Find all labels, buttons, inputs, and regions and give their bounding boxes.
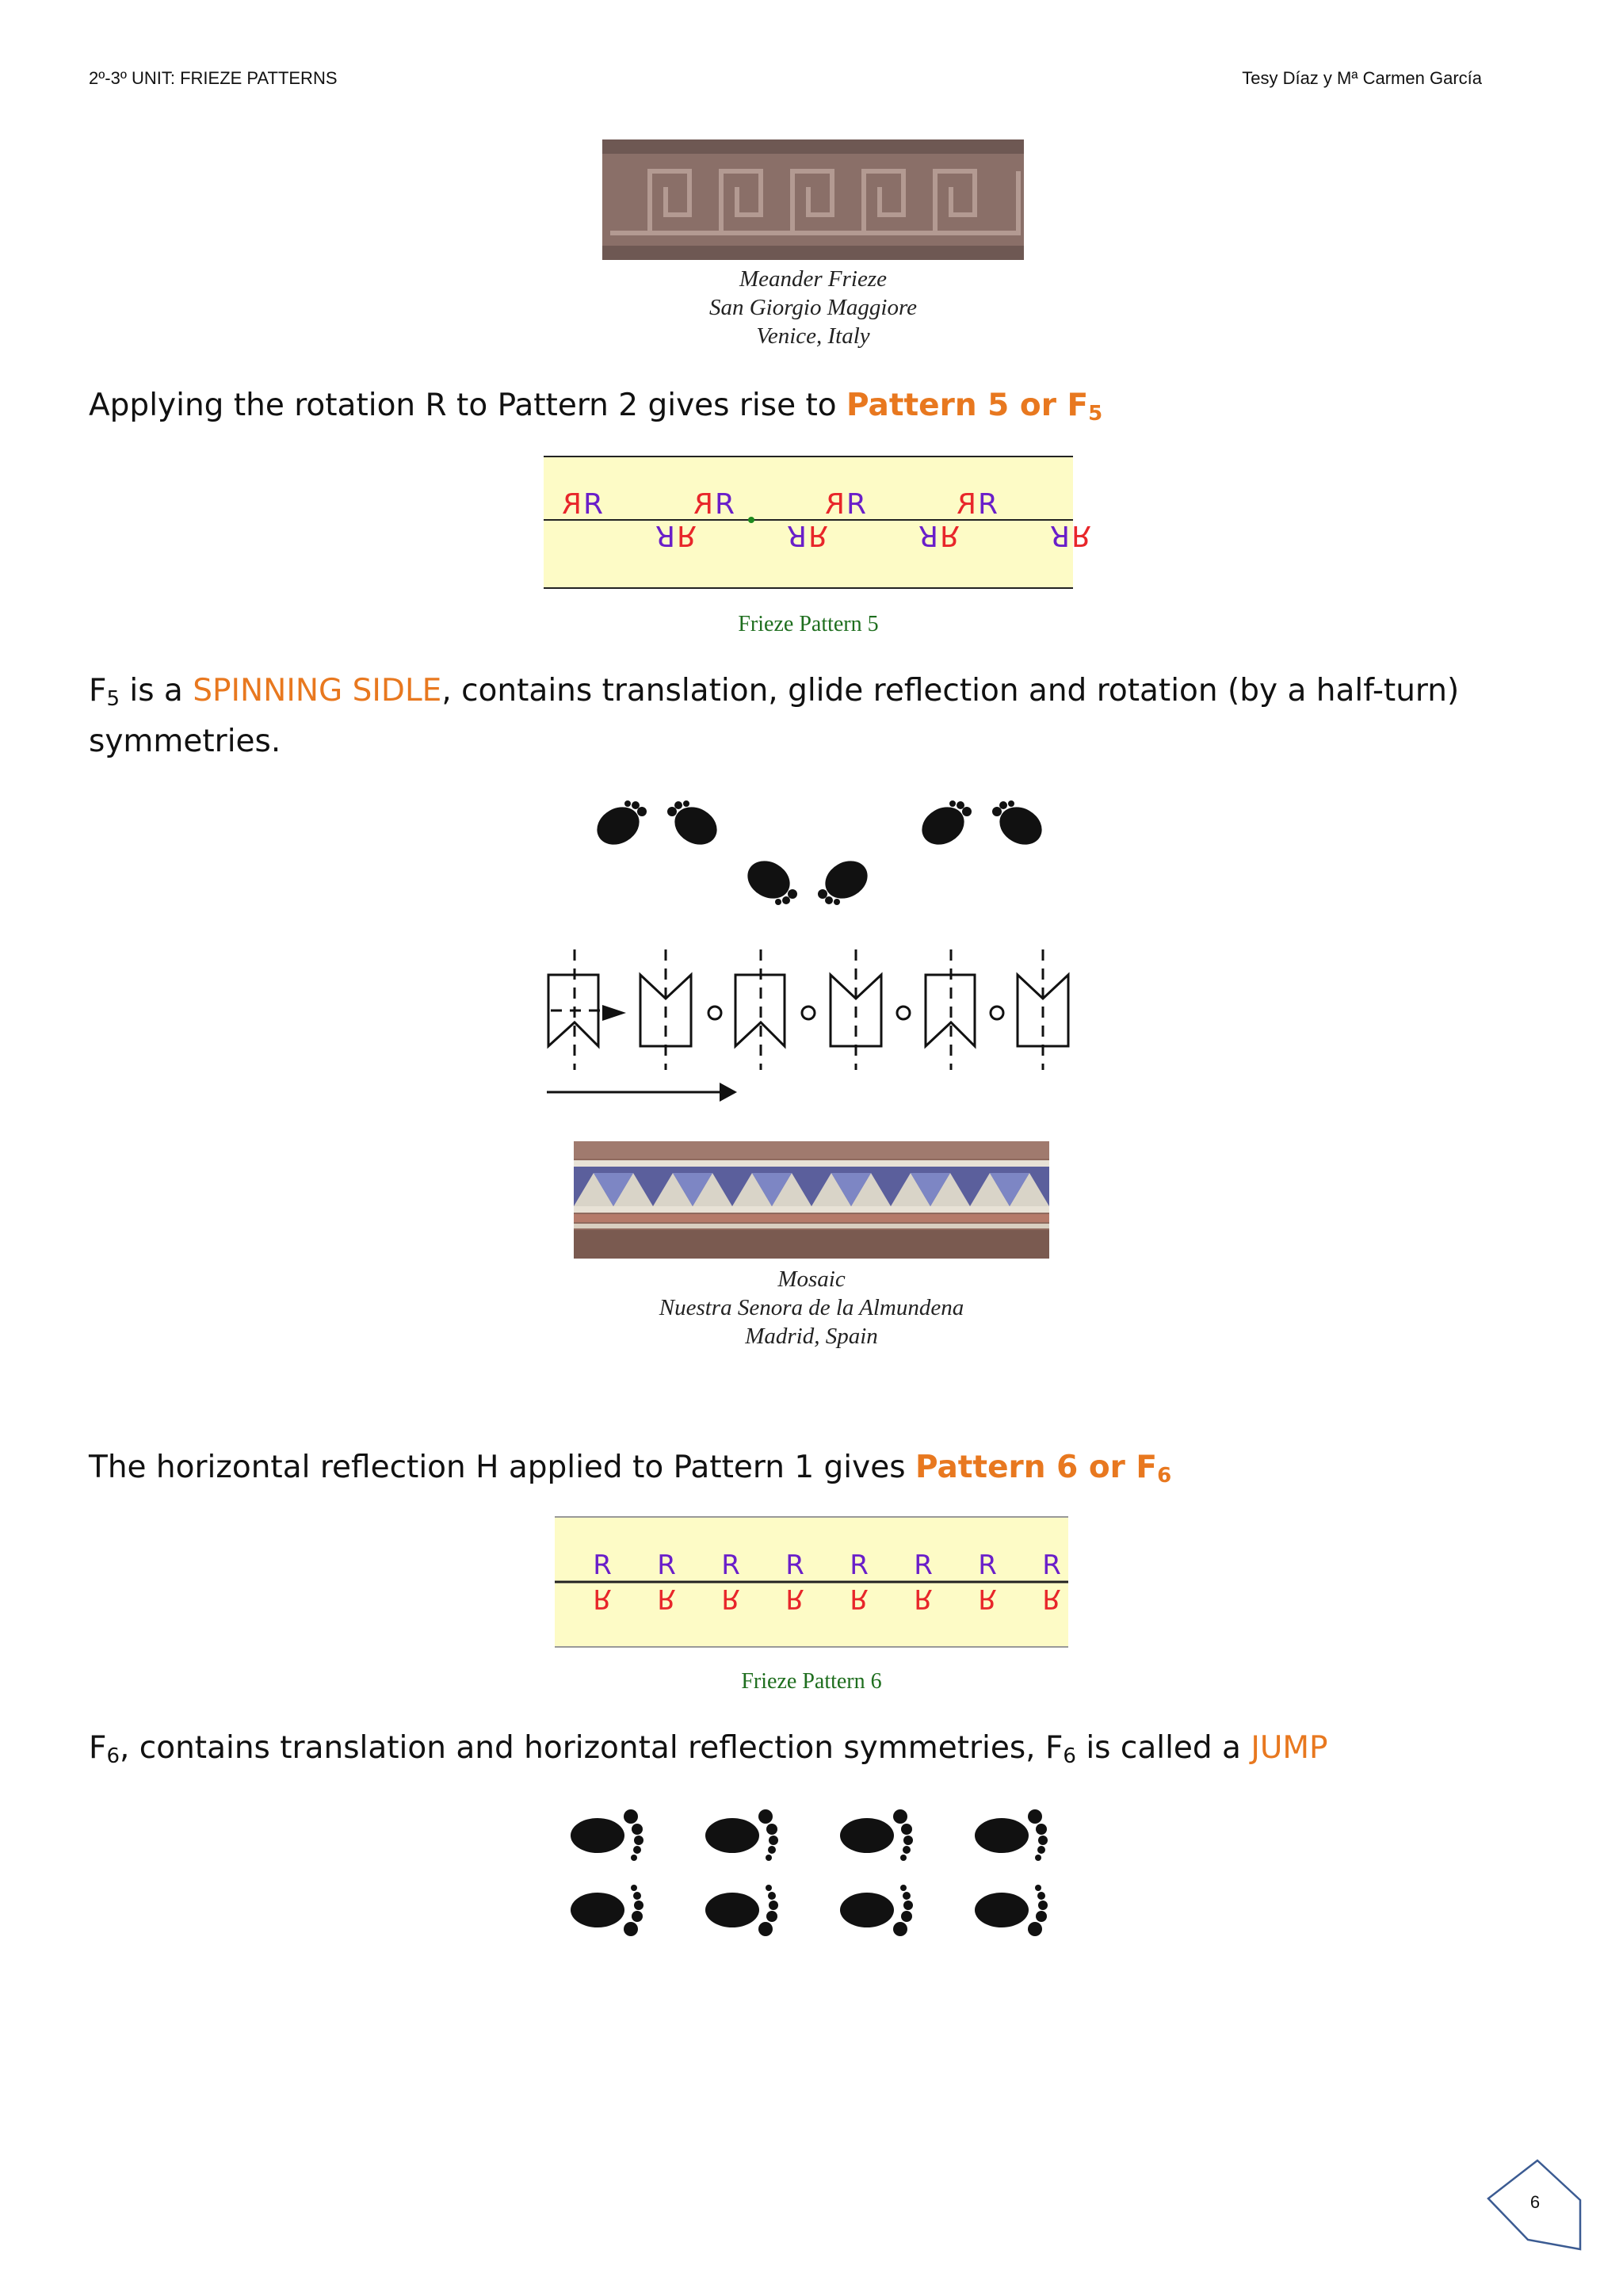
meander-caption-line-1: Meander Frieze	[739, 266, 888, 292]
p5-bottom-purple-r: R	[786, 519, 807, 552]
p6-bottom-r-5: R	[850, 1583, 869, 1614]
page-number-badge	[1485, 2156, 1585, 2256]
mosaic-caption-line-1: Mosaic	[777, 1266, 846, 1292]
paragraph-pattern-5-description	[89, 666, 1539, 767]
p6-top-r-6: R	[914, 1549, 933, 1581]
mosaic-caption-line-3: Madrid, Spain	[745, 1324, 878, 1349]
p6-bottom-r-1: R	[593, 1583, 612, 1614]
p4-mid: , contains translation and horizontal reflection symmetries, F	[119, 1730, 1064, 1766]
p5-top-purple-r: R	[715, 488, 735, 521]
header-right: Tesy Díaz y Mª Carmen García	[1242, 68, 1482, 88]
meander-caption-line-3: Venice, Italy	[756, 323, 870, 349]
p6-top-r-4: R	[785, 1549, 804, 1581]
p5-bottom-red-r: R	[940, 519, 960, 552]
p5-bottom-red-r: R	[677, 519, 697, 552]
p5-top-purple-r: R	[846, 488, 867, 521]
p6-top-r-7: R	[978, 1549, 997, 1581]
jump-footprints-image	[564, 1791, 1079, 1954]
p5-top-red-r: R	[561, 488, 582, 521]
footprint-icon	[667, 800, 724, 852]
p1-text: Applying the rotation R to Pattern 2 gives rise to	[89, 388, 847, 423]
p4-prefix: F	[89, 1730, 107, 1766]
mosaic-caption-line-2: Nuestra Senora de la Almundena	[659, 1295, 964, 1320]
p4-end: is called a	[1075, 1730, 1251, 1766]
frieze-pattern-6-figure	[555, 1515, 1068, 1648]
p3-text: The horizontal reflection H applied to Pattern 1 gives	[89, 1450, 915, 1485]
spinning-sidle-footprints-image	[579, 793, 1070, 911]
spinning-sidle-symmetry-diagram	[539, 943, 1078, 1110]
p6-bottom-r-8: R	[1042, 1583, 1061, 1614]
p2-prefix: F	[89, 673, 107, 709]
paragraph-pattern-6-description	[89, 1723, 1539, 1774]
p5-top-red-r: R	[956, 488, 976, 521]
frieze-pattern-5-title: Frieze Pattern 5	[738, 612, 879, 636]
p6-bottom-r-4: R	[785, 1583, 804, 1614]
footprint-icon	[590, 800, 647, 852]
p1-sub: 5	[1088, 402, 1103, 426]
footprint-icon	[571, 1809, 643, 1861]
p6-bottom-r-2: R	[657, 1583, 676, 1614]
footprint-icon	[915, 800, 972, 852]
meander-frieze-image	[602, 139, 1024, 260]
header-left: 2º-3º UNIT: FRIEZE PATTERNS	[89, 68, 338, 88]
footprint-icon	[705, 1885, 778, 1936]
p2-name: SPINNING SIDLE	[193, 673, 442, 709]
footprint-icon	[840, 1885, 913, 1936]
p5-top-red-r: R	[824, 488, 845, 521]
meander-caption	[602, 265, 1024, 350]
footprint-icon	[571, 1885, 643, 1936]
mosaic-image	[574, 1141, 1049, 1259]
p4-sub2: 6	[1063, 1744, 1076, 1768]
p6-bottom-r-7: R	[978, 1583, 997, 1614]
p3-highlight: Pattern 6 or F	[915, 1450, 1158, 1485]
p5-bottom-purple-r: R	[655, 519, 675, 552]
frieze-pattern-6-title: Frieze Pattern 6	[741, 1669, 882, 1694]
p2-mid: is a	[119, 673, 193, 709]
footprint-icon	[741, 854, 797, 906]
footprint-icon	[818, 854, 874, 906]
p5-bottom-purple-r: R	[918, 519, 938, 552]
p2-rest: , contains translation, glide reflection and rotation (by a half-turn) symmetries.	[89, 673, 1460, 759]
footprint-icon	[705, 1809, 778, 1861]
footprint-icon	[975, 1809, 1048, 1861]
paragraph-pattern-5-intro	[89, 380, 1539, 431]
p6-bottom-r-3: R	[721, 1583, 740, 1614]
p5-top-red-r: R	[693, 488, 713, 521]
p3-sub: 6	[1157, 1464, 1172, 1488]
footprint-icon	[992, 800, 1048, 852]
p4-name: JUMP	[1251, 1730, 1328, 1766]
p6-top-r-5: R	[850, 1549, 869, 1581]
paragraph-pattern-6-intro	[89, 1442, 1539, 1493]
p5-top-purple-r: R	[978, 488, 999, 521]
p5-bottom-red-r: R	[1071, 519, 1092, 552]
footprint-icon	[975, 1885, 1048, 1936]
p2-sub: 5	[106, 687, 120, 711]
meander-caption-line-2: San Giorgio Maggiore	[708, 295, 918, 320]
p5-bottom-purple-r: R	[1049, 519, 1070, 552]
p5-top-purple-r: R	[583, 488, 604, 521]
p6-top-r-2: R	[657, 1549, 676, 1581]
page-number: 6	[1529, 2192, 1541, 2212]
p4-sub1: 6	[106, 1744, 120, 1768]
p6-bottom-r-6: R	[914, 1583, 933, 1614]
p6-top-r-1: R	[593, 1549, 612, 1581]
frieze-pattern-5-figure	[544, 455, 1092, 590]
mosaic-caption	[574, 1265, 1049, 1350]
p6-top-r-8: R	[1042, 1549, 1061, 1581]
p5-bottom-red-r: R	[808, 519, 829, 552]
p6-top-r-3: R	[721, 1549, 740, 1581]
p1-highlight: Pattern 5 or F	[846, 388, 1089, 423]
footprint-icon	[840, 1809, 913, 1861]
